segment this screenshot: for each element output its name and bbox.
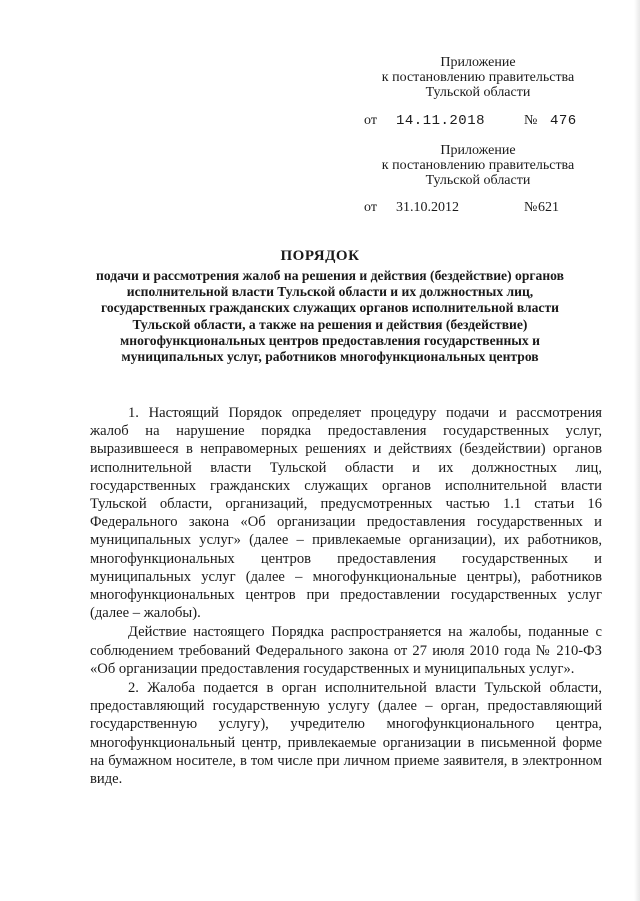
date-label: от [364, 200, 377, 215]
resolution-date: 14.11.2018 [396, 113, 486, 129]
annex-dateline-current [358, 113, 578, 131]
annex-dateline-original [358, 200, 578, 218]
paragraph-2: Действие настоящего Порядка распространяется на жалобы, поданные с соблюдением требований Федерального закона от 27 июля 2010 года № 210-ФЗ «Об организации предоставления государственных и муниципальных услуг». [90, 624, 602, 677]
annex-region: Тульской области [425, 173, 531, 188]
annex-resolution: к постановлению правительства [381, 70, 575, 85]
document-title: ПОРЯДОК [280, 248, 360, 264]
resolution-number: 621 [538, 200, 559, 215]
annex-header-current [358, 55, 598, 100]
number-label: № [524, 200, 538, 215]
annex-header-original [358, 143, 598, 188]
annex-resolution: к постановлению правительства [381, 158, 575, 173]
document-body [90, 404, 602, 788]
document-subtitle: подачи и рассмотрения жалоб на решения и действия (бездействие) органов исполнительной власти Тульской области и их должностных лиц, государственных гражданских служащих органов исполнительной власти Тульской области, а также на решения и действия (бездействие) многофункциональных центров предоставления государственных и муниципальных услуг, работников многофункциональных центров [96, 268, 564, 365]
number-label: № [524, 113, 538, 128]
annex-title: Приложение [440, 143, 516, 158]
annex-title: Приложение [440, 55, 516, 70]
paragraph-3: 2. Жалоба подается в орган исполнительной власти Тульской области, предоставляющий государственную услугу (далее – орган, предоставляющий государственную услугу), учредителю многофункционального центра, многофункциональный центр, привлекаемые организации в письменной форме на бумажном носителе, в том числе при личном приеме заявителя, в электронном виде. [90, 680, 602, 788]
date-label: от [364, 113, 377, 128]
annex-region: Тульской области [425, 85, 531, 100]
scan-edge-shadow [634, 0, 640, 901]
resolution-date: 31.10.2012 [396, 200, 459, 215]
resolution-number: 476 [550, 113, 577, 129]
paragraph-1: 1. Настоящий Порядок определяет процедуру подачи и рассмотрения жалоб на нарушение порядка предоставления государственных услуг, выразившееся в неправомерных решениях и действиях (бездействии) органов исполнительной власти Тульской области и их должностных лиц, государственных гражданских служащих органов исполнительной власти Тульской области, организаций, предусмотренных частью 1.1 статьи 16 Федерального закона «Об организации предоставления государственных и муниципальных услуг» (далее – привлекаемые организации), их работников, многофункциональных центров предоставления государственных и муниципальных услуг (далее – многофункциональные центры), работников многофункциональных центров при предоставлении государственных услуг (далее – жалобы). [90, 405, 602, 622]
